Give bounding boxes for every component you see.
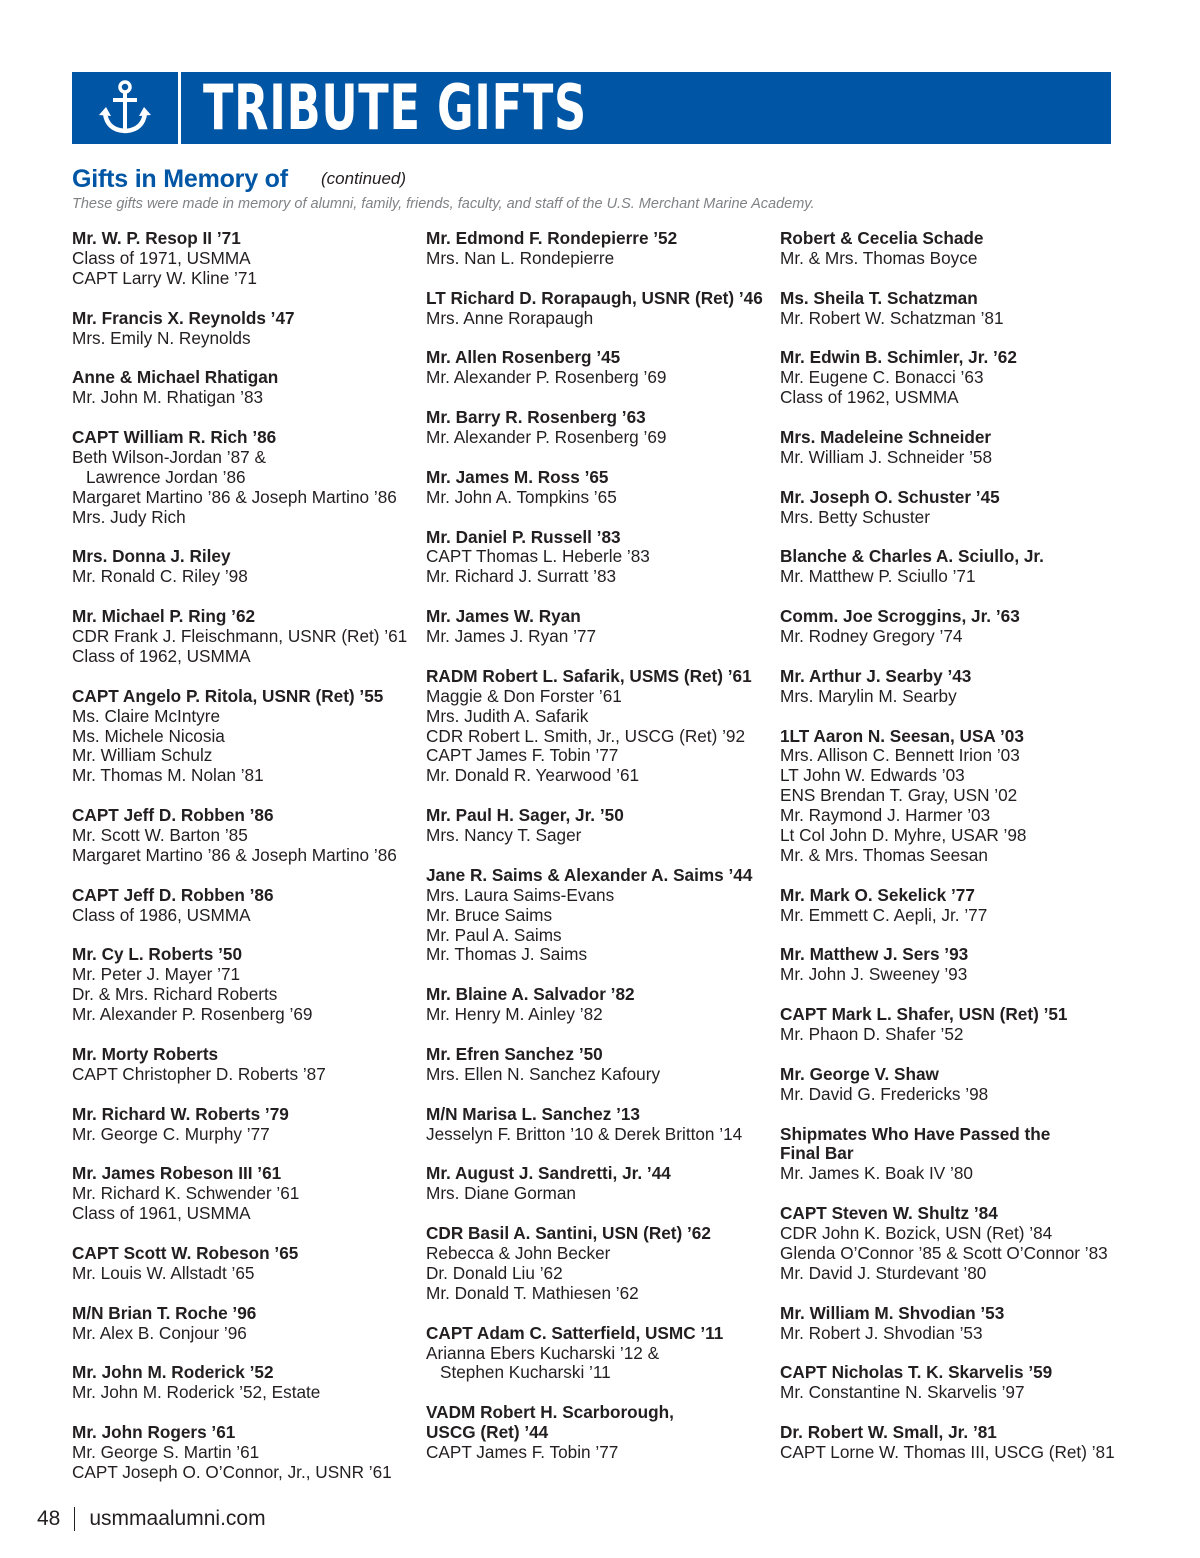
donor-name: Beth Wilson-Jordan ’87 & [72, 446, 266, 467]
tribute-entry [72, 1363, 417, 1403]
donor-name: Mrs. Ellen N. Sanchez Kafoury [426, 1063, 661, 1084]
tribute-entry [426, 1105, 771, 1145]
continued-label: (continued) [321, 169, 407, 188]
donor-name: Stephen Kucharski ’11 [440, 1362, 611, 1383]
donor-name: Mr. Robert W. Schatzman ’81 [780, 307, 1004, 328]
donor-name: Mr. & Mrs. Thomas Boyce [780, 247, 978, 268]
donor-name: ENS Brendan T. Gray, USN ’02 [780, 785, 1018, 806]
donor-name: Rebecca & John Becker [426, 1243, 611, 1263]
tribute-entry [780, 945, 1125, 985]
honoree-name: CAPT Angelo P. Ritola, USNR (Ret) ’55 [72, 685, 384, 706]
donor-name: CAPT James F. Tobin ’77 [426, 1442, 619, 1463]
tribute-entry [426, 1324, 771, 1384]
honoree-name: Mr. Richard W. Roberts ’79 [72, 1103, 289, 1124]
donor-name: Mr. Richard J. Surratt ’83 [426, 566, 617, 587]
tribute-entry [426, 1045, 771, 1085]
tribute-entry [780, 229, 1125, 269]
tribute-entry [780, 1005, 1125, 1045]
donor-name: Mr. Rodney Gregory ’74 [780, 626, 963, 647]
donor-name: Mr. Louis W. Allstadt ’65 [72, 1262, 255, 1283]
honoree-name: Mr. John M. Roderick ’52 [72, 1362, 274, 1383]
tribute-entry [426, 1164, 771, 1204]
donor-name: CAPT Joseph O. O’Connor, Jr., USNR ’61 [72, 1461, 392, 1482]
tribute-entry [72, 428, 417, 528]
honoree-name: M/N Brian T. Roche ’96 [72, 1302, 257, 1323]
page-title: TRIBUTE GIFTS [203, 71, 587, 144]
header-banner [72, 72, 1111, 144]
honoree-name: RADM Robert L. Safarik, USMS (Ret) ’61 [426, 665, 752, 686]
donor-name: Mr. Robert J. Shvodian ’53 [780, 1322, 983, 1343]
honoree-name: CAPT Steven W. Shultz ’84 [780, 1203, 998, 1224]
donor-name: Mr. Henry M. Ainley ’82 [426, 1004, 603, 1025]
honoree-name: Mr. Barry R. Rosenberg ’63 [426, 407, 646, 428]
tribute-column-3 [780, 229, 1125, 1483]
honoree-name: Blanche & Charles A. Sciullo, Jr. [780, 546, 1044, 567]
tribute-entry [426, 468, 771, 508]
honoree-name: Anne & Michael Rhatigan [72, 367, 279, 388]
donor-name: Mr. Eugene C. Bonacci ’63 [780, 367, 984, 388]
donor-name: Mrs. Anne Rorapaugh [426, 307, 594, 328]
honoree-name: Mr. Michael P. Ring ’62 [72, 606, 256, 627]
donor-name: Mr. John A. Tompkins ’65 [426, 486, 617, 507]
honoree-name: Mr. Cy L. Roberts ’50 [72, 944, 243, 965]
tribute-entry [426, 1403, 771, 1463]
tribute-entry [780, 1304, 1125, 1344]
tribute-entry [780, 1363, 1125, 1403]
honoree-name: Mr. August J. Sandretti, Jr. ’44 [426, 1163, 671, 1184]
donor-name: Mr. Thomas J. Saims [426, 944, 588, 965]
honoree-name: Mr. Matthew J. Sers ’93 [780, 944, 969, 965]
honoree-name: Mr. Mark O. Sekelick ’77 [780, 884, 975, 905]
donor-name: Mr. Alexander P. Rosenberg ’69 [426, 427, 667, 448]
donor-name: Mrs. Betty Schuster [780, 506, 930, 527]
tribute-entry [72, 1045, 417, 1085]
donor-name: Mr. Thomas M. Nolan ’81 [72, 765, 264, 786]
tribute-column-2 [426, 229, 771, 1483]
donor-name: Ms. Michele Nicosia [72, 725, 225, 746]
donor-name: CAPT Christopher D. Roberts ’87 [72, 1063, 326, 1084]
honoree-name: Robert & Cecelia Schade [780, 228, 984, 248]
donor-name: Ms. Claire McIntyre [72, 705, 221, 726]
honoree-name: Mr. Blaine A. Salvador ’82 [426, 984, 635, 1005]
donor-name: CAPT Lorne W. Thomas III, USCG (Ret) ’81 [780, 1442, 1115, 1463]
donor-name: Mr. William Schulz [72, 745, 213, 766]
donor-name: Dr. & Mrs. Richard Roberts [72, 984, 278, 1005]
honoree-name: Shipmates Who Have Passed the [780, 1123, 1051, 1144]
honoree-name: Mr. Arthur J. Searby ’43 [780, 665, 972, 686]
tribute-entry [72, 1304, 417, 1344]
tribute-entry [780, 428, 1125, 468]
donor-name: Mr. Richard K. Schwender ’61 [72, 1183, 300, 1204]
donor-name: Lawrence Jordan ’86 [86, 466, 246, 487]
honoree-name: Ms. Sheila T. Schatzman [780, 287, 978, 308]
donor-name: Mrs. Marylin M. Searby [780, 685, 957, 706]
honoree-name: CAPT William R. Rich ’86 [72, 427, 277, 448]
tribute-entry [426, 528, 771, 588]
donor-name: Dr. Donald Liu ’62 [426, 1262, 563, 1283]
tribute-entry [780, 1423, 1125, 1463]
donor-name: Mr. George C. Murphy ’77 [72, 1123, 270, 1144]
honoree-name: LT Richard D. Rorapaugh, USNR (Ret) ’46 [426, 287, 763, 308]
donor-name: Mr. David J. Sturdevant ’80 [780, 1262, 987, 1283]
honoree-name: CAPT Jeff D. Robben ’86 [72, 805, 274, 826]
honoree-name: Mr. W. P. Resop II ’71 [72, 228, 241, 248]
honoree-name: Mr. Allen Rosenberg ’45 [426, 347, 621, 368]
footer-divider [74, 1507, 75, 1531]
donor-name: Mr. Alex B. Conjour ’96 [72, 1322, 247, 1343]
honoree-name: Mr. William M. Shvodian ’53 [780, 1302, 1005, 1323]
tribute-entry [72, 1244, 417, 1284]
honoree-name: CAPT Mark L. Shafer, USN (Ret) ’51 [780, 1004, 1068, 1025]
donor-name: CDR Robert L. Smith, Jr., USCG (Ret) ’92 [426, 725, 746, 746]
donor-name: Mr. Ronald C. Riley ’98 [72, 566, 248, 587]
donor-name: Mr. William J. Schneider ’58 [780, 446, 993, 467]
donor-name: Class of 1971, USMMA [72, 247, 251, 268]
donor-name: Mrs. Nan L. Rondepierre [426, 247, 615, 268]
donor-name: Class of 1962, USMMA [72, 645, 251, 666]
honoree-name: Mr. Morty Roberts [72, 1044, 219, 1064]
banner-divider [178, 72, 181, 144]
page-number: 48 [37, 1507, 61, 1530]
tribute-entry [72, 806, 417, 866]
honoree-name: Mr. James Robeson III ’61 [72, 1163, 282, 1184]
honoree-name: Mr. Efren Sanchez ’50 [426, 1043, 603, 1064]
tribute-entry [426, 289, 771, 329]
tribute-entry [72, 945, 417, 1025]
donor-name: LT John W. Edwards ’03 [780, 765, 965, 786]
honoree-name: CDR Basil A. Santini, USN (Ret) ’62 [426, 1223, 711, 1244]
tribute-entry [72, 886, 417, 926]
tribute-entry [72, 607, 417, 667]
tribute-entry [426, 667, 771, 786]
donor-name: Mrs. Laura Saims-Evans [426, 884, 615, 905]
honoree-name: CAPT Nicholas T. K. Skarvelis ’59 [780, 1362, 1053, 1383]
honoree-name: Comm. Joe Scroggins, Jr. ’63 [780, 606, 1020, 627]
donor-name: Mr. Phaon D. Shafer ’52 [780, 1024, 964, 1045]
donor-name: Class of 1961, USMMA [72, 1203, 251, 1224]
tribute-entry [426, 607, 771, 647]
donor-name: Mr. & Mrs. Thomas Seesan [780, 844, 988, 865]
honoree-name: Final Bar [780, 1143, 854, 1164]
section-title: Gifts in Memory of [72, 165, 288, 193]
donor-name: Mr. John J. Sweeney ’93 [780, 964, 968, 985]
donor-name: Mr. Constantine N. Skarvelis ’97 [780, 1382, 1025, 1403]
donor-name: Mrs. Diane Gorman [426, 1183, 576, 1204]
donor-name: CAPT Larry W. Kline ’71 [72, 267, 257, 288]
donor-name: Mr. Bruce Saims [426, 904, 553, 925]
honoree-name: Mrs. Madeleine Schneider [780, 427, 992, 448]
donor-name: Margaret Martino ’86 & Joseph Martino ’86 [72, 844, 397, 865]
honoree-name: M/N Marisa L. Sanchez ’13 [426, 1103, 640, 1124]
honoree-name: Mr. Edwin B. Schimler, Jr. ’62 [780, 347, 1017, 368]
tribute-entry [426, 348, 771, 388]
honoree-name: Mr. James M. Ross ’65 [426, 466, 609, 487]
donor-name: Mrs. Emily N. Reynolds [72, 327, 251, 348]
tribute-entry [780, 886, 1125, 926]
honoree-name: Mr. Francis X. Reynolds ’47 [72, 307, 295, 328]
donor-name: Mrs. Allison C. Bennett Irion ’03 [780, 745, 1020, 766]
tribute-entry [72, 547, 417, 587]
tribute-entry [426, 229, 771, 269]
donor-name: Mrs. Judith A. Safarik [426, 705, 589, 726]
donor-name: Lt Col John D. Myhre, USAR ’98 [780, 825, 1027, 846]
tribute-entry [72, 309, 417, 349]
donor-name: Mr. Emmett C. Aepli, Jr. ’77 [780, 904, 988, 925]
page-footer [37, 1507, 266, 1531]
tribute-entry [780, 289, 1125, 329]
honoree-name: Mr. Joseph O. Schuster ’45 [780, 486, 1000, 507]
honoree-name: CAPT Adam C. Satterfield, USMC ’11 [426, 1322, 724, 1343]
tribute-entry [780, 667, 1125, 707]
honoree-name: Mr. Edmond F. Rondepierre ’52 [426, 228, 678, 248]
tribute-entry [72, 1164, 417, 1224]
tribute-entry [72, 368, 417, 408]
honoree-name: Mr. Paul H. Sager, Jr. ’50 [426, 805, 624, 826]
tribute-entry [780, 488, 1125, 528]
honoree-name: VADM Robert H. Scarborough, [426, 1402, 674, 1423]
tribute-column-1 [72, 229, 417, 1503]
tribute-entry [72, 1423, 417, 1483]
anchor-icon [72, 72, 178, 144]
donor-name: CAPT James F. Tobin ’77 [426, 745, 619, 766]
donor-name: Mrs. Judy Rich [72, 506, 186, 527]
donor-name: Mr. David G. Fredericks ’98 [780, 1083, 989, 1104]
honoree-name: Mrs. Donna J. Riley [72, 546, 231, 567]
donor-name: Mr. Alexander P. Rosenberg ’69 [72, 1004, 313, 1025]
donor-name: Maggie & Don Forster ’61 [426, 685, 622, 706]
donor-name: Mr. Raymond J. Harmer ’03 [780, 805, 991, 826]
tribute-entry [780, 1125, 1125, 1185]
donor-name: Mr. Donald T. Mathiesen ’62 [426, 1282, 639, 1303]
honoree-name: Mr. John Rogers ’61 [72, 1422, 236, 1443]
donor-name: Mr. Matthew P. Sciullo ’71 [780, 566, 976, 587]
donor-name: Margaret Martino ’86 & Joseph Martino ’86 [72, 486, 397, 507]
donor-name: Mr. Alexander P. Rosenberg ’69 [426, 367, 667, 388]
donor-name: Mr. John M. Roderick ’52, Estate [72, 1382, 321, 1403]
donor-name: Mr. Donald R. Yearwood ’61 [426, 765, 640, 786]
donor-name: Class of 1986, USMMA [72, 904, 251, 925]
donor-name: Glenda O’Connor ’85 & Scott O’Connor ’83 [780, 1243, 1108, 1263]
tribute-entry [426, 1224, 771, 1304]
tribute-entry [780, 1065, 1125, 1105]
tribute-entry [426, 985, 771, 1025]
donor-name: CDR Frank J. Fleischmann, USNR (Ret) ’61 [72, 626, 408, 647]
donor-name: CDR John K. Bozick, USN (Ret) ’84 [780, 1223, 1053, 1244]
honoree-name: Mr. George V. Shaw [780, 1063, 939, 1084]
tribute-entry [72, 1105, 417, 1145]
honoree-name: Dr. Robert W. Small, Jr. ’81 [780, 1422, 997, 1443]
tribute-entry [426, 806, 771, 846]
honoree-name: Jane R. Saims & Alexander A. Saims ’44 [426, 864, 753, 885]
donor-name: Mr. John M. Rhatigan ’83 [72, 387, 264, 408]
donor-name: Mr. Paul A. Saims [426, 924, 562, 945]
tribute-entry [426, 408, 771, 448]
honoree-name: USCG (Ret) ’44 [426, 1422, 549, 1443]
tribute-entry [780, 607, 1125, 647]
donor-name: Class of 1962, USMMA [780, 387, 959, 408]
honoree-name: CAPT Jeff D. Robben ’86 [72, 884, 274, 905]
tribute-entry [780, 348, 1125, 408]
donor-name: Mr. Scott W. Barton ’85 [72, 825, 248, 846]
tribute-entry [780, 727, 1125, 866]
tribute-entry [426, 866, 771, 966]
website-link[interactable]: usmmaalumni.com [89, 1507, 266, 1530]
tribute-entry [780, 547, 1125, 587]
donor-name: Arianna Ebers Kucharski ’12 & [426, 1342, 660, 1363]
donor-name: Mrs. Nancy T. Sager [426, 825, 582, 846]
donor-name: Mr. James J. Ryan ’77 [426, 626, 597, 647]
honoree-name: Mr. Daniel P. Russell ’83 [426, 526, 621, 547]
honoree-name: CAPT Scott W. Robeson ’65 [72, 1243, 299, 1264]
donor-name: Jesselyn F. Britton ’10 & Derek Britton ’14 [426, 1123, 743, 1144]
donor-name: Mr. George S. Martin ’61 [72, 1442, 260, 1463]
donor-name: CAPT Thomas L. Heberle ’83 [426, 546, 650, 567]
honoree-name: Mr. James W. Ryan [426, 606, 581, 627]
honoree-name: 1LT Aaron N. Seesan, USA ’03 [780, 725, 1024, 746]
tribute-entry [72, 687, 417, 787]
tribute-entry [780, 1204, 1125, 1284]
donor-name: Mr. Peter J. Mayer ’71 [72, 964, 241, 985]
donor-name: Mr. James K. Boak IV ’80 [780, 1163, 973, 1184]
tribute-entry [72, 229, 417, 289]
section-subtitle: These gifts were made in memory of alumni, family, friends, faculty, and staff of the U.S. Merchant Marine Academy. [72, 196, 815, 212]
